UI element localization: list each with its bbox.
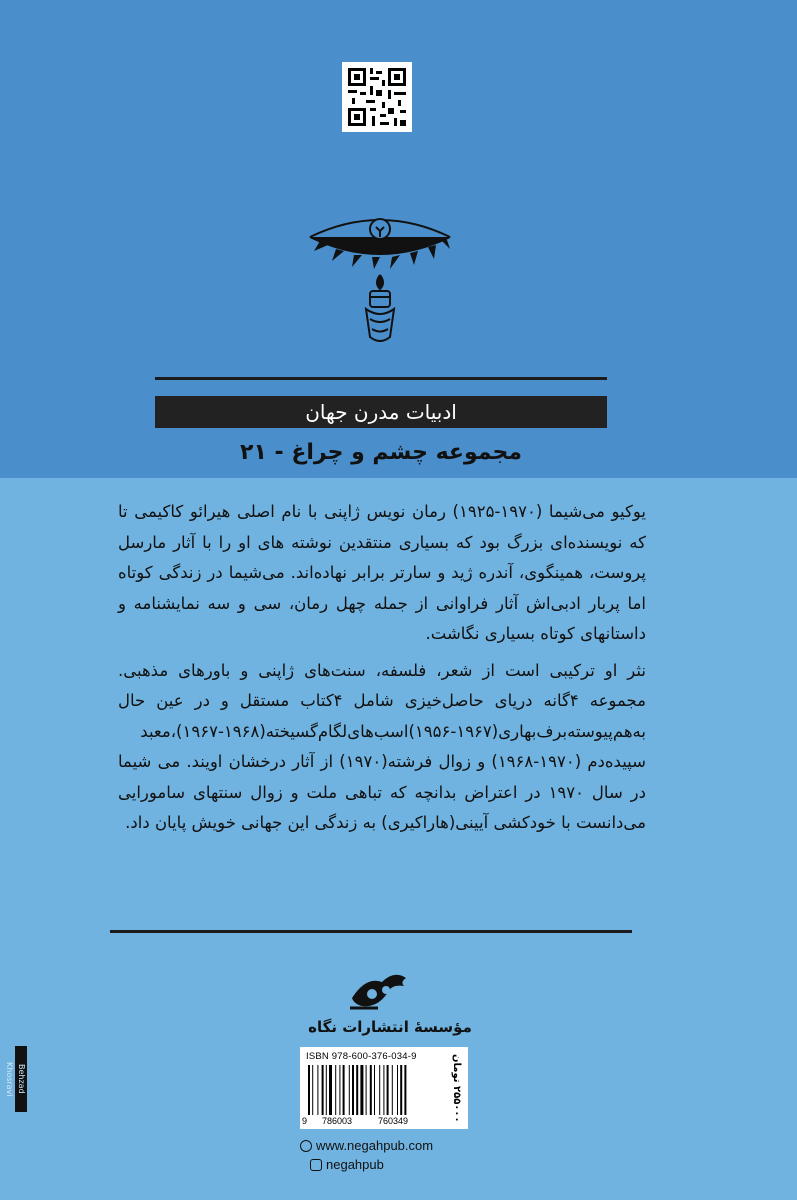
website-link[interactable]: www.negahpub.com [316, 1138, 434, 1153]
barcode-digit-lead: 9 [302, 1116, 308, 1126]
collection-title: مجموعه چشم و چراغ - ۲۱ [240, 440, 522, 465]
barcode-digits-right: 760349 [378, 1116, 409, 1126]
series-label: ادبیات مدرن جهان [155, 396, 607, 428]
isbn-label: ISBN 978-600-376-034-9 [306, 1051, 417, 1062]
qr-code[interactable] [342, 62, 412, 132]
eye-lamp-icon [300, 205, 460, 365]
instagram-icon [310, 1159, 322, 1171]
qr-code-icon [342, 62, 412, 132]
website-row[interactable] [300, 1138, 433, 1153]
publisher-name: مؤسسهٔ انتشارات نگاه [308, 1018, 472, 1036]
paragraph-2: نثر او ترکیبی است از شعر، فلسفه، سنت‌های ژاپنی و باورهای مذهبی. مجموعه ۴گانه دریای حاصل‌خیزی شامل ۴کتاب مستقل و در عین حال به‌هم‌پیوسته‌برف‌بهاری(۱۹۶۷-۱۹۵۶)اسب‌های‌لگام‌گسیخته(۱۹۶۸-۱۹۶۷)،معبد سپیده‌دم (۱۹۷۰-۱۹۶۸) و زوال فرشته(۱۹۷۰) از آثار درخشان اویند. می شیما در سال ۱۹۷۰ در اعتراض بدانچه که تباهی ملت و زوال سنتهای سامورایی می‌دانست با خودکشی آیینی(هاراکیری) به زندگی این جهانی خویش پایان داد. [118, 660, 646, 832]
eye-and-lamp-emblem [300, 205, 460, 369]
instagram-handle[interactable]: negahpub [326, 1157, 384, 1172]
instagram-row[interactable] [310, 1157, 384, 1172]
barcode-icon [308, 1065, 432, 1117]
publisher-logo [348, 968, 412, 1016]
top-rule [155, 377, 607, 380]
paragraph-1: یوکیو می‌شیما (۱۹۷۰-۱۹۲۵) رمان نویس ژاپنی با نام اصلی هیرائو کاکیمی تا که نویسنده‌ای بزرگ بود که بسیاری منتقدین نوشته های او را با آثار مارسل پروست، همینگوی، آندره ژید و سارتر برابر نهاده‌اند. می‌شیما در زندگی کوتاه اما پربار ادبی‌اش آثار فراوانی از جمله چهل رمان، سی و سه نمایشنامه و داستانهای کوتاه بسیاری نگاشت. [118, 502, 646, 643]
barcode-digits-left: 786003 [322, 1116, 353, 1126]
price-label: ۲۵۵۰۰۰ تومان [451, 1053, 462, 1123]
description-text [118, 497, 646, 845]
designer-mark: Behzad Khosravi [15, 1046, 27, 1112]
bottom-rule [110, 930, 632, 933]
negah-logo-icon [348, 968, 412, 1012]
globe-icon [300, 1140, 312, 1152]
